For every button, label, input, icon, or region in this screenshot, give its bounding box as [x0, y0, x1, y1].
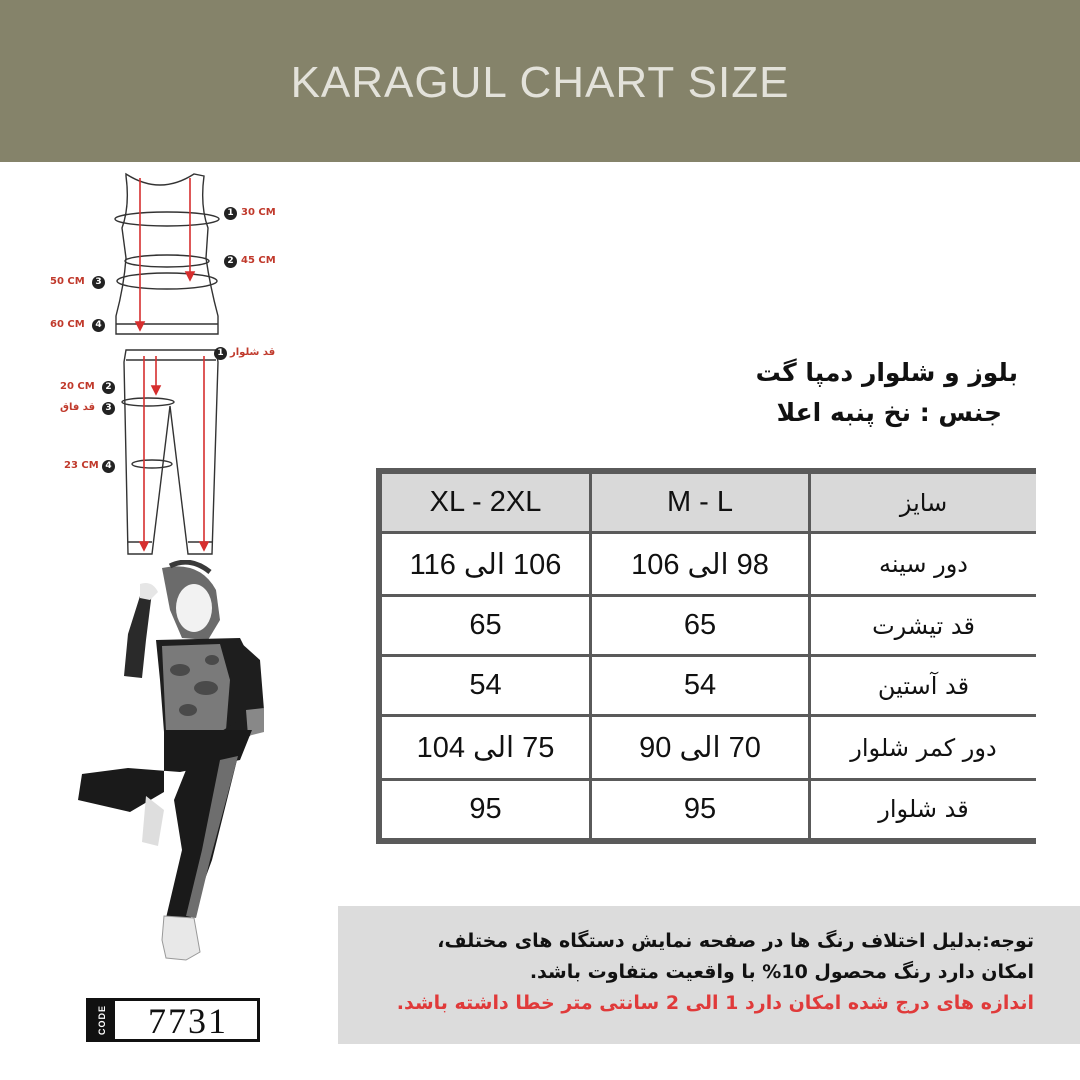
cell-m-l: 95 — [592, 781, 808, 838]
table-row — [382, 534, 1036, 594]
measure-number-2: 2 — [102, 381, 115, 394]
header-size: سایز — [811, 474, 1036, 531]
product-code-box — [86, 998, 260, 1042]
table-row — [382, 597, 1036, 654]
measure-label-pants-waist: 20 CM — [60, 381, 95, 392]
measure-label-chest: 30 CM — [241, 207, 276, 218]
cell-m-l: 65 — [592, 597, 808, 654]
model-figure — [70, 560, 280, 990]
table-row — [382, 657, 1036, 714]
measure-number-3: 3 — [92, 276, 105, 289]
header-banner — [0, 0, 1080, 162]
page-title: KARAGUL CHART SIZE — [290, 58, 790, 107]
row-label: قد تیشرت — [811, 597, 1036, 654]
cell-m-l: 54 — [592, 657, 808, 714]
measure-label-hip: 50 CM — [50, 276, 85, 287]
measure-label-rise: قد فاق — [60, 402, 96, 413]
product-material: جنس : نخ پنبه اعلا — [776, 398, 1002, 427]
table-row — [382, 781, 1036, 838]
cell-xl-2xl: 54 — [382, 657, 589, 714]
cell-xl-2xl: 75 الی 104 — [382, 717, 589, 777]
product-code-label: CODE — [89, 1001, 115, 1039]
row-label: دور سینه — [811, 534, 1036, 594]
model-photo — [70, 560, 280, 990]
measure-number-1: 1 — [224, 207, 237, 220]
cell-xl-2xl: 65 — [382, 597, 589, 654]
table-row — [382, 717, 1036, 777]
size-table — [376, 468, 1036, 844]
row-label: دور کمر شلوار — [811, 717, 1036, 777]
garment-sketch — [40, 166, 300, 566]
measure-label-hem-width: 23 CM — [64, 460, 99, 471]
measurement-diagram — [40, 166, 300, 566]
measure-label-pants-length: قد شلوار — [230, 347, 276, 358]
measure-number-1: 1 — [214, 347, 227, 360]
measure-number-3: 3 — [102, 402, 115, 415]
table-header-row — [382, 474, 1036, 531]
cell-xl-2xl: 95 — [382, 781, 589, 838]
measure-number-4: 4 — [102, 460, 115, 473]
measure-number-2: 2 — [224, 255, 237, 268]
measure-label-waist: 45 CM — [241, 255, 276, 266]
row-label: قد آستین — [811, 657, 1036, 714]
product-name: بلوز و شلوار دمپا گت — [755, 358, 1018, 387]
cell-xl-2xl: 106 الی 116 — [382, 534, 589, 594]
measure-label-hem: 60 CM — [50, 319, 85, 330]
row-label: قد شلوار — [811, 781, 1036, 838]
disclaimer-note — [338, 906, 1080, 1044]
note-line-1: توجه:بدلیل اختلاف رنگ ها در صفحه نمایش دستگاه های مختلف، — [437, 930, 1034, 952]
header-xl-2xl: XL - 2XL — [382, 474, 589, 531]
product-code-value: 7731 — [148, 1001, 228, 1041]
cell-m-l: 70 الی 90 — [592, 717, 808, 777]
measure-number-4: 4 — [92, 319, 105, 332]
note-line-2: امکان دارد رنگ محصول 10% با واقعیت متفاوت باشد. — [529, 961, 1034, 983]
note-warning-line: اندازه های درج شده امکان دارد 1 الی 2 سانتی متر خطا داشته باشد. — [396, 992, 1034, 1014]
header-m-l: M - L — [592, 474, 808, 531]
cell-m-l: 98 الی 106 — [592, 534, 808, 594]
